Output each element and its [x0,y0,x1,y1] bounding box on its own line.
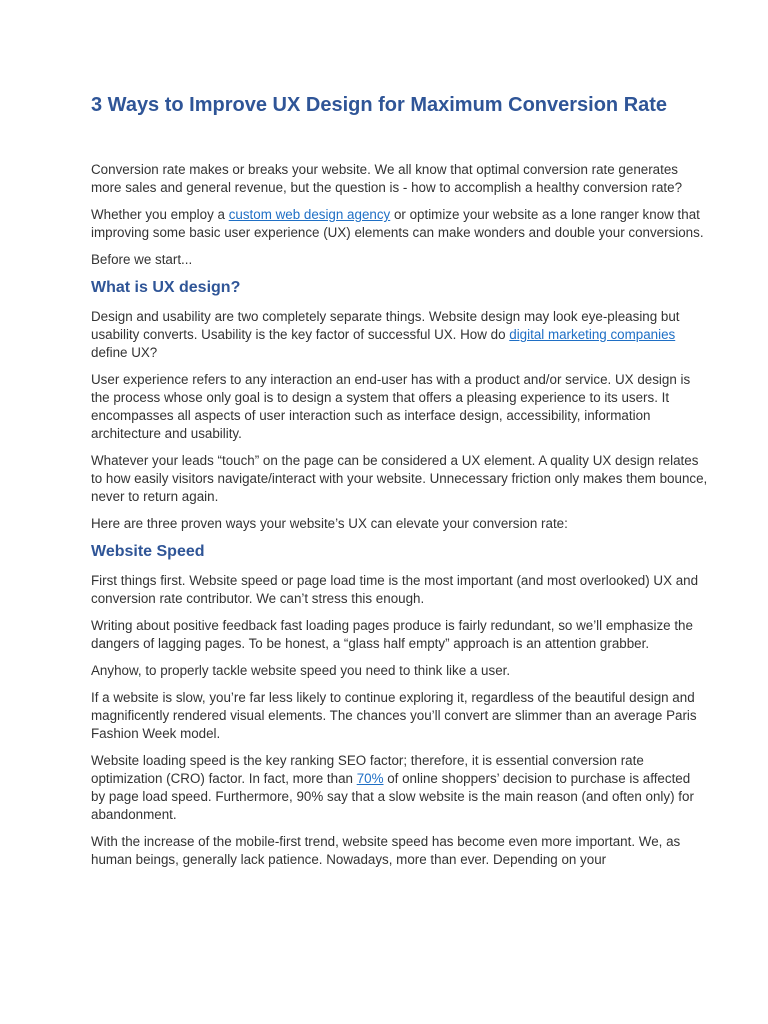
paragraph-text: define UX? [91,345,158,360]
paragraph-text: or optimize your website as a lone ranger know that improving some basic user experience (UX) elements can make wonders and double your conversions. [91,207,704,240]
paragraph-text: of online shoppers’ decision to purchase is affected by page load speed. Furthermore, 90% say that a slow website is the main reason (and often only) for abandonment. [91,771,694,822]
paragraph-user-experience: User experience refers to any interaction an end-user has with a product and/or service. UX design is the process whose only goal is to design a system that offers a pleasing experience to its users. It encompasses all aspects of user interaction such as interface design, accessibility, information architecture and usability. [91,372,691,441]
paragraph-feedback: Writing about positive feedback fast loading pages produce is fairly redundant, so we’ll emphasize the dangers of lagging pages. To be honest, a “glass half empty” approach is an attention grabber. [91,618,693,651]
custom-web-design-agency-link[interactable]: custom web design agency [228,207,391,222]
seventy-percent-link[interactable]: 70% [356,771,384,786]
paragraph-think-like-user: Anyhow, to properly tackle website speed you need to think like a user. [91,663,511,678]
heading-website-speed: Website Speed [91,543,205,560]
paragraph-three-ways: Here are three proven ways your website’s UX can elevate your conversion rate: [91,516,568,531]
paragraph-ux-element: Whatever your leads “touch” on the page can be considered a UX element. A quality UX design relates to how easily visitors navigate/interact with your website. Unnecessary friction only makes them bounce, never to return again. [91,453,708,504]
paragraph-text: Whether you employ a [91,207,229,222]
paragraph-agency [91,206,708,242]
paragraph-text: Website loading speed is the key ranking SEO factor; therefore, it is essential conversion rate optimization (CRO) factor. In fact, more than [91,753,644,786]
paragraph-intro: Conversion rate makes or breaks your website. We all know that optimal conversion rate generates more sales and general revenue, but the question is - how to accomplish a healthy conversion rate? [91,162,683,195]
page-title: 3 Ways to Improve UX Design for Maximum Conversion Rate [91,94,668,116]
paragraph-text: Design and usability are two completely separate things. Website design may look eye-pleasing but usability converts. Usability is the key factor of successful UX. How do [91,309,680,342]
paragraph-design-usability [91,308,708,362]
digital-marketing-companies-link[interactable]: digital marketing companies [509,327,676,342]
paragraph-first-things: First things first. Website speed or page load time is the most important (and most overlooked) UX and conversion rate contributor. We can’t stress this enough. [91,573,699,606]
paragraph-slow-website: If a website is slow, you’re far less likely to continue exploring it, regardless of the beautiful design and magnificently rendered visual elements. The chances you’ll convert are slimmer than an average Paris Fashion Week model. [91,690,697,741]
paragraph-loading-speed [91,752,708,824]
heading-what-is-ux: What is UX design? [91,279,241,296]
paragraph-before-start: Before we start... [91,252,193,267]
paragraph-mobile-first: With the increase of the mobile-first trend, website speed has become even more important. We, as human beings, generally lack patience. Nowadays, more than ever. Depending on your [91,834,681,867]
